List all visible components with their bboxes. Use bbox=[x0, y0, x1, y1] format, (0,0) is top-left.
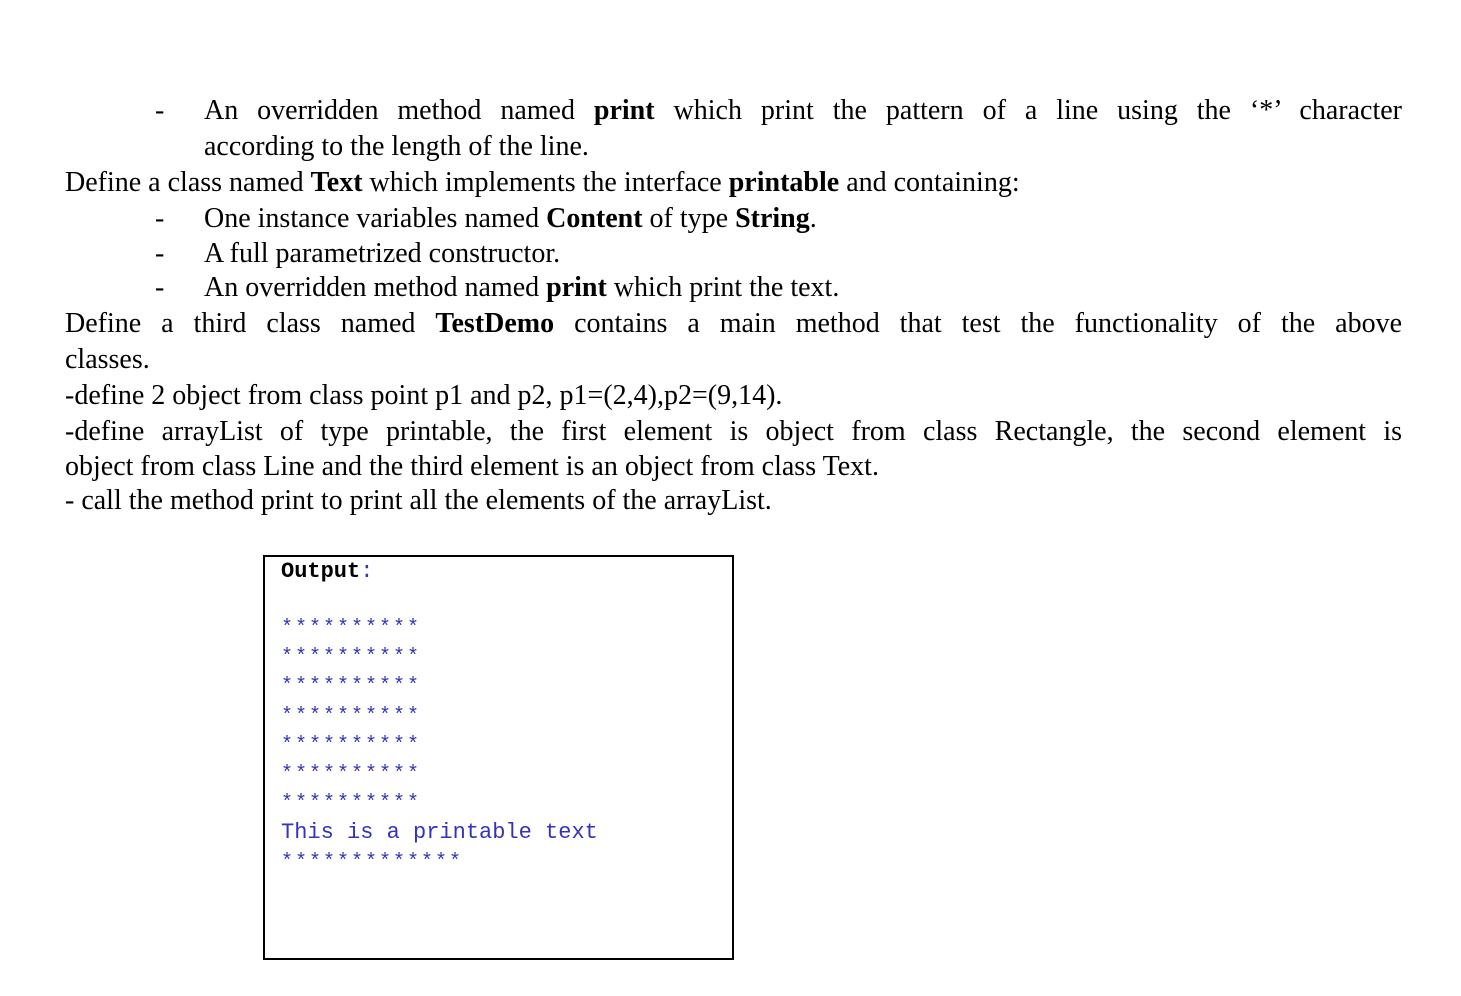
paragraph-testdemo-line2: classes. bbox=[65, 344, 150, 375]
paragraph-define-points: -define 2 object from class point p1 and p2, p1=(2,4),p2=(9,14). bbox=[65, 380, 783, 411]
bullet-print-method bbox=[65, 93, 1402, 165]
document-body bbox=[65, 93, 1402, 519]
bullet-dash: - bbox=[155, 238, 165, 269]
bullet-print-text bbox=[65, 270, 1402, 306]
output-line: ********** bbox=[281, 646, 422, 670]
output-line: ********** bbox=[281, 733, 422, 757]
bullet-text: An overridden method named print which print the text. bbox=[204, 272, 840, 303]
output-title: Output: bbox=[281, 559, 374, 584]
bullet-dash: - bbox=[155, 203, 165, 234]
output-line: ********** bbox=[281, 704, 422, 728]
output-line: ************* bbox=[281, 850, 464, 874]
bullet-constructor bbox=[65, 237, 1402, 270]
bullet-text: One instance variables named Content of type String. bbox=[204, 203, 817, 234]
bullet-text: A full parametrized constructor. bbox=[204, 238, 561, 269]
bullet-dash: - bbox=[155, 272, 165, 303]
output-line: ********** bbox=[281, 792, 422, 816]
output-box bbox=[263, 555, 734, 960]
paragraph-call-print: - call the method print to print all the elements of the arrayList. bbox=[65, 485, 772, 516]
paragraph-arraylist-line1: -define arrayList of type printable, the first element is object from class Rectangle, the second element is bbox=[65, 416, 1402, 447]
output-line: ********** bbox=[281, 762, 422, 786]
paragraph-text-class: Define a class named Text which implements the interface printable and containing: bbox=[65, 167, 1020, 198]
paragraph-arraylist-line2: object from class Line and the third element is an object from class Text. bbox=[65, 451, 879, 482]
paragraph-testdemo-line1: Define a third class named TestDemo contains a main method that test the functionality of the above bbox=[65, 308, 1402, 339]
bullet-dash: - bbox=[155, 95, 165, 126]
bullet-text-line1: An overridden method named print which print the pattern of a line using the ‘*’ character bbox=[204, 95, 1403, 126]
output-lines bbox=[281, 614, 598, 877]
bullet-content-variable bbox=[65, 201, 1402, 237]
output-line: ********** bbox=[281, 675, 422, 699]
output-line: This is a printable text bbox=[281, 820, 598, 846]
bullet-text-line2: according to the length of the line. bbox=[204, 131, 589, 162]
output-line: ********** bbox=[281, 617, 422, 640]
